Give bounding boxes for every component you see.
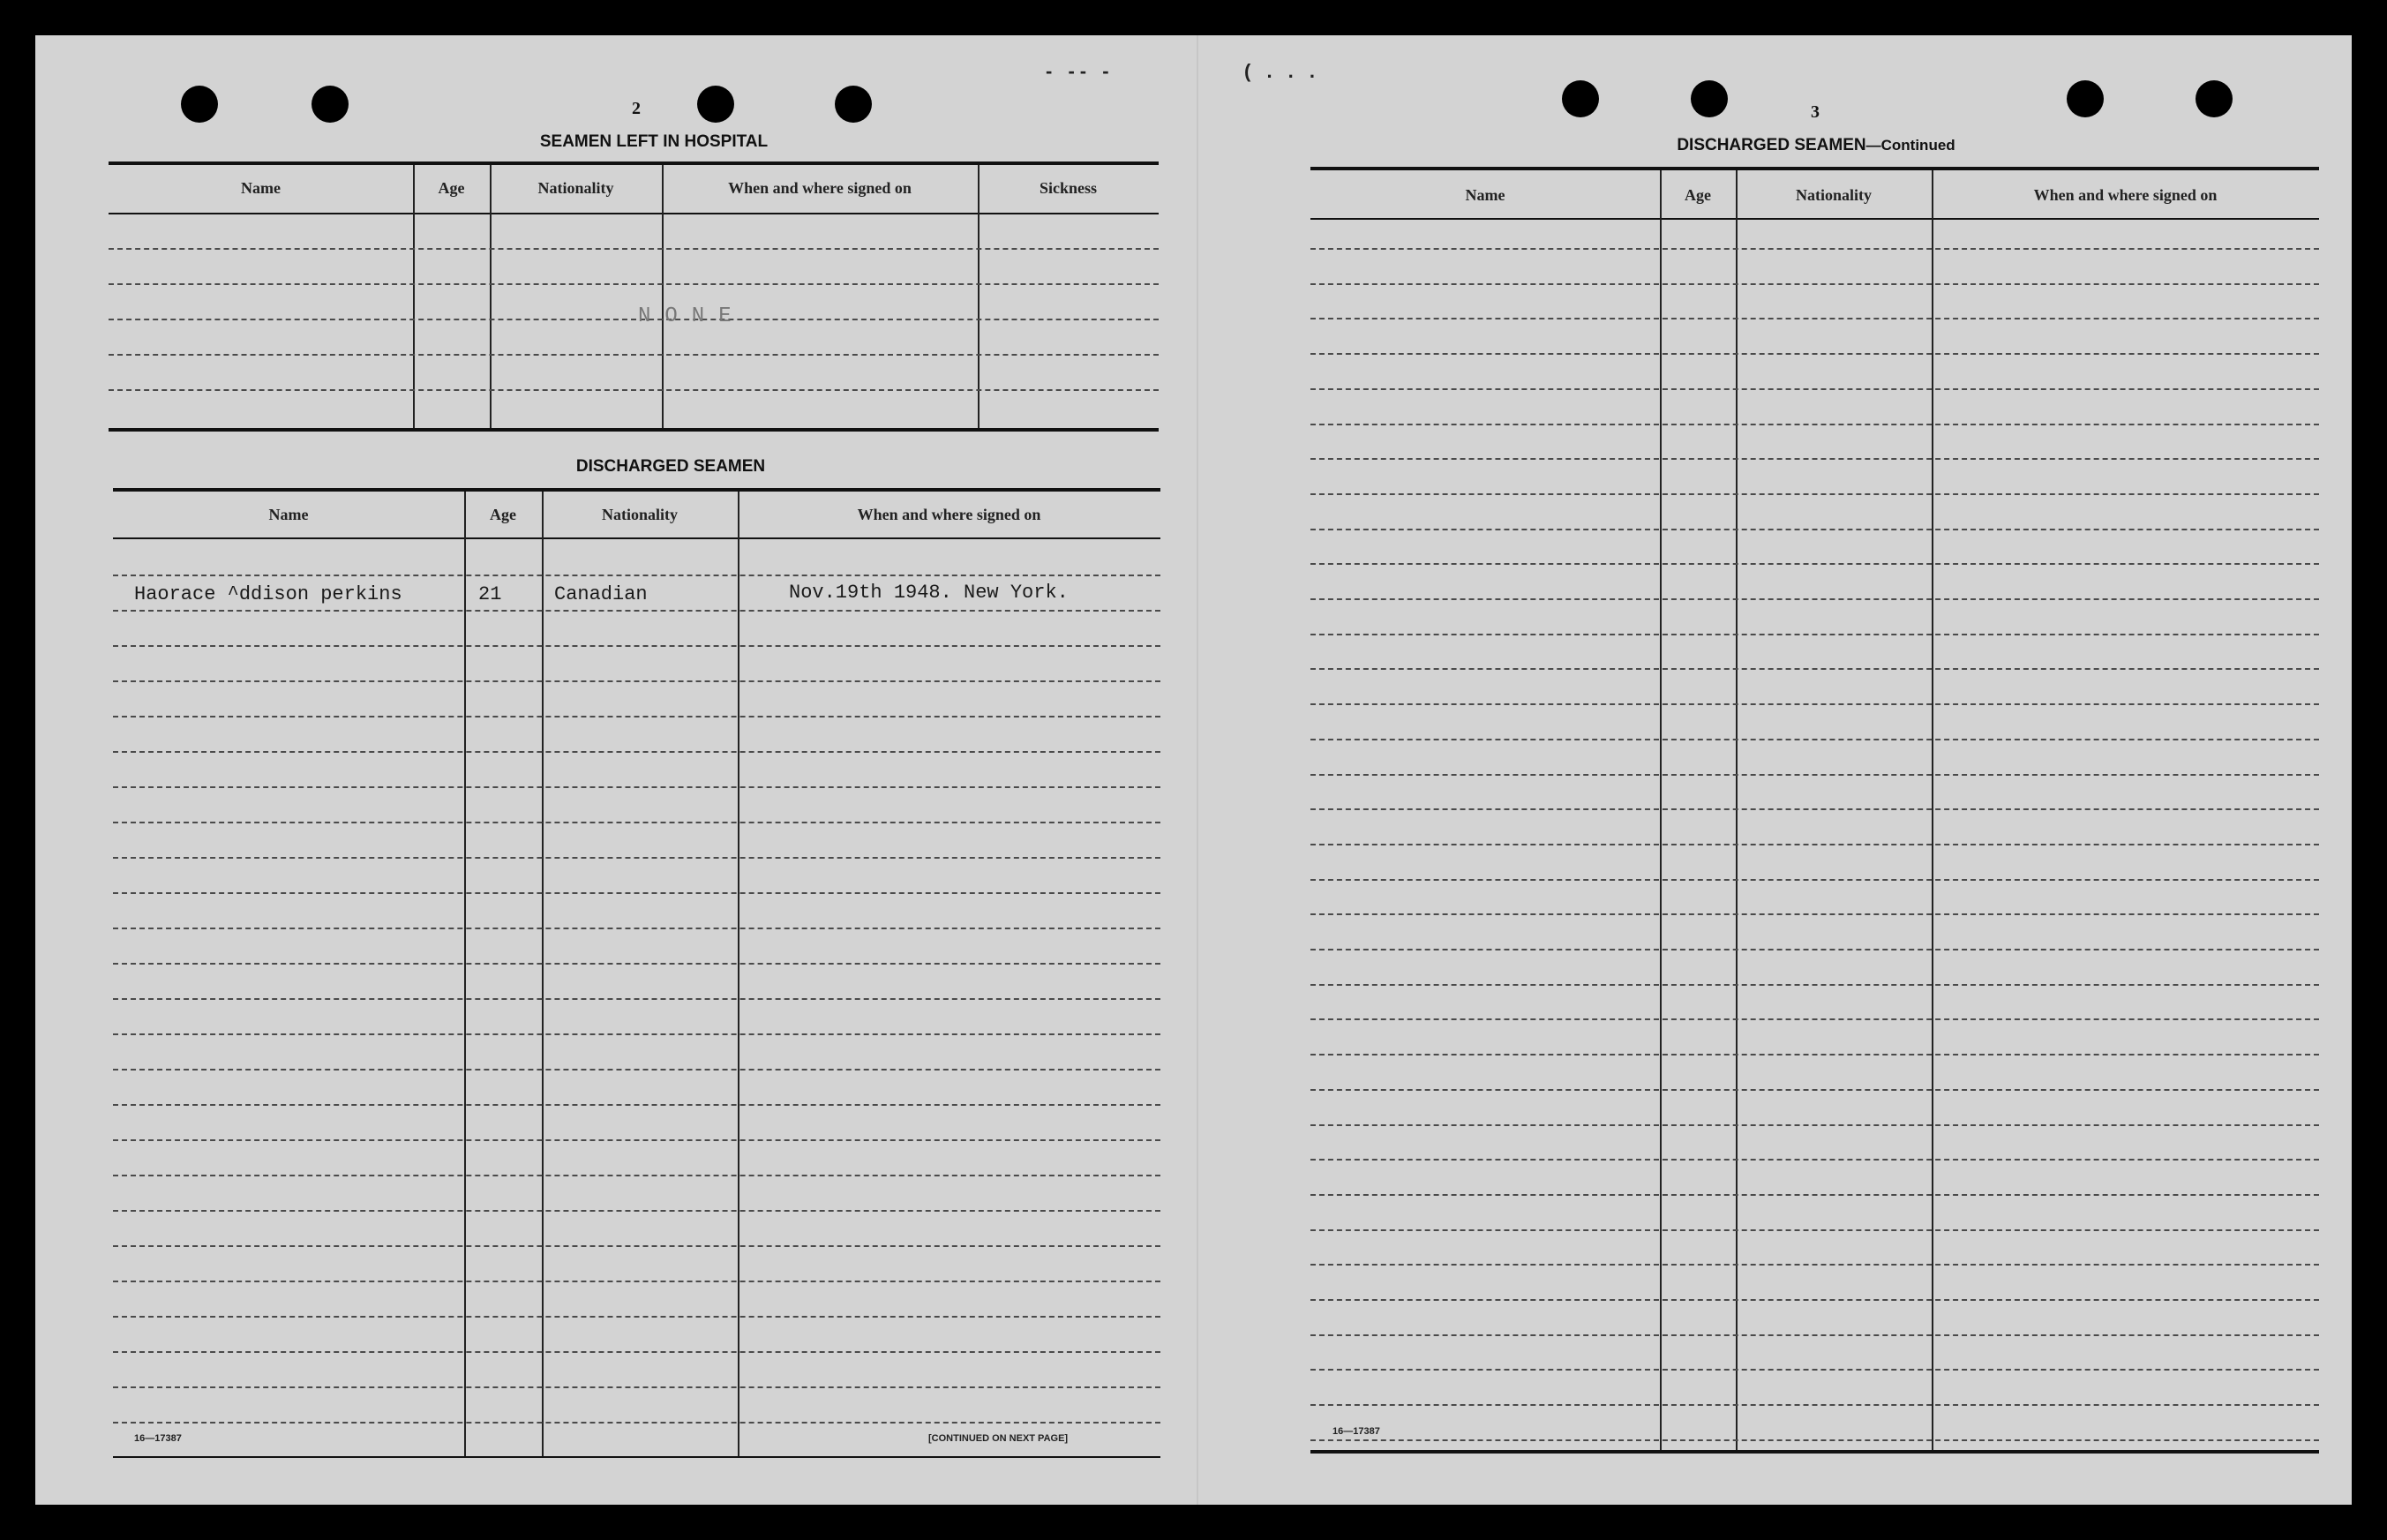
entry-line	[113, 1139, 1160, 1141]
entry-line	[1310, 844, 2319, 845]
column-header-name: Name	[268, 506, 309, 523]
discharged-continued-table	[1310, 167, 2319, 1455]
entry-line	[113, 575, 1160, 576]
entry-line	[113, 1422, 1160, 1424]
entry-line	[109, 354, 1159, 356]
entry-line	[1310, 739, 2319, 740]
left-page	[35, 35, 1197, 1505]
form-number: 16—17387	[1332, 1426, 1380, 1437]
entry-line	[109, 283, 1159, 285]
discharged-table	[113, 488, 1160, 1463]
column-divider	[1660, 170, 1662, 1452]
hospital-table	[109, 162, 1159, 435]
top-marks-left: - -- -	[1046, 60, 1115, 82]
column-header-nationality: Nationality	[1795, 186, 1872, 204]
page-number: 3	[1811, 102, 1820, 122]
entry-line	[1310, 774, 2319, 776]
column-header-name: Name	[1465, 186, 1505, 204]
entry-line	[113, 680, 1160, 682]
header-rule	[109, 213, 1159, 214]
entry-line	[1310, 703, 2319, 705]
entry-line	[113, 963, 1160, 965]
table-bottom-rule	[113, 1456, 1160, 1458]
entry-line	[109, 248, 1159, 250]
entry-line	[113, 928, 1160, 929]
entry-line	[1310, 1194, 2319, 1196]
entry-line	[113, 1316, 1160, 1318]
header-rule	[113, 537, 1160, 539]
entry-line	[1310, 493, 2319, 495]
entry-line	[1310, 879, 2319, 881]
hospital-section-title: SEAMEN LEFT IN HOSPITAL	[539, 132, 769, 151]
entry-line	[113, 610, 1160, 612]
column-divider	[542, 492, 544, 1458]
entry-line	[113, 716, 1160, 717]
column-header-name: Name	[241, 179, 281, 197]
column-header-age: Age	[438, 179, 465, 197]
seaman-signed-on: Nov.19th 1948. New York.	[789, 582, 1069, 604]
table-top-rule	[113, 488, 1160, 492]
entry-line	[1310, 1299, 2319, 1301]
column-divider	[464, 492, 466, 1458]
entry-line	[113, 892, 1160, 894]
entry-line	[1310, 248, 2319, 250]
entry-line	[113, 1281, 1160, 1282]
title-main: DISCHARGED SEAMEN	[1677, 136, 1866, 154]
entry-line	[113, 998, 1160, 1000]
table-top-rule	[1310, 167, 2319, 170]
entry-line	[109, 389, 1159, 391]
top-marks-right: ( . . .	[1244, 60, 1320, 82]
entry-line	[113, 1245, 1160, 1247]
entry-line	[1310, 634, 2319, 635]
entry-line	[1310, 1334, 2319, 1336]
column-divider	[738, 492, 739, 1458]
entry-line	[113, 1069, 1160, 1070]
none-stamp: NONE	[638, 304, 746, 328]
table-bottom-rule	[109, 428, 1159, 432]
entry-line	[1310, 1018, 2319, 1020]
table-top-rule	[109, 162, 1159, 165]
page-number: 2	[632, 99, 641, 118]
entry-line	[1310, 458, 2319, 460]
entry-line	[113, 822, 1160, 823]
entry-line	[1310, 598, 2319, 600]
entry-line	[113, 1033, 1160, 1035]
entry-line	[109, 319, 1159, 320]
entry-line	[1310, 668, 2319, 670]
entry-line	[1310, 1229, 2319, 1231]
column-header-signed-on: When and where signed on	[857, 506, 1041, 523]
discharged-section-title: DISCHARGED SEAMEN	[575, 457, 766, 476]
entry-line	[1310, 529, 2319, 530]
entry-line	[113, 1175, 1160, 1176]
column-header-age: Age	[1685, 186, 1711, 204]
entry-line	[1310, 388, 2319, 390]
title-continued: —Continued	[1865, 137, 1955, 154]
document-sheet	[35, 35, 2352, 1505]
entry-line	[113, 857, 1160, 859]
column-header-age: Age	[490, 506, 516, 523]
entry-line	[1310, 808, 2319, 810]
entry-line	[1310, 318, 2319, 319]
header-rule	[1310, 218, 2319, 220]
entry-line	[1310, 1439, 2319, 1441]
entry-line	[1310, 1159, 2319, 1161]
entry-line	[1310, 283, 2319, 285]
entry-line	[1310, 353, 2319, 355]
entry-line	[1310, 424, 2319, 425]
entry-line	[1310, 1089, 2319, 1091]
entry-line	[113, 786, 1160, 788]
entry-line	[1310, 949, 2319, 950]
entry-line	[113, 1210, 1160, 1212]
entry-line	[113, 751, 1160, 753]
column-header-signed-on: When and where signed on	[728, 179, 912, 197]
form-number: 16—17387	[134, 1433, 182, 1444]
discharged-continued-title	[1613, 136, 2019, 155]
right-page	[1198, 35, 2352, 1505]
entry-line	[113, 1351, 1160, 1353]
column-divider	[1736, 170, 1738, 1452]
entry-line	[1310, 1054, 2319, 1055]
table-bottom-rule	[1310, 1450, 2319, 1454]
entry-line	[1310, 1124, 2319, 1126]
seaman-age: 21	[478, 583, 502, 605]
seaman-nationality: Canadian	[554, 583, 648, 605]
entry-line	[1310, 1369, 2319, 1371]
entry-line	[1310, 913, 2319, 915]
column-header-signed-on: When and where signed on	[2033, 186, 2218, 204]
entry-line	[113, 645, 1160, 647]
entry-line	[113, 1386, 1160, 1388]
entry-line	[1310, 563, 2319, 565]
column-header-nationality: Nationality	[601, 506, 678, 523]
entry-line	[113, 1104, 1160, 1106]
seaman-name: Haorace ^ddison perkins	[134, 583, 402, 605]
entry-line	[1310, 1404, 2319, 1406]
entry-line	[1310, 1264, 2319, 1266]
column-header-nationality: Nationality	[537, 179, 614, 197]
entry-line	[1310, 984, 2319, 986]
continued-note: [CONTINUED ON NEXT PAGE]	[928, 1433, 1069, 1444]
column-divider	[1932, 170, 1933, 1452]
column-header-sickness: Sickness	[1039, 179, 1098, 197]
